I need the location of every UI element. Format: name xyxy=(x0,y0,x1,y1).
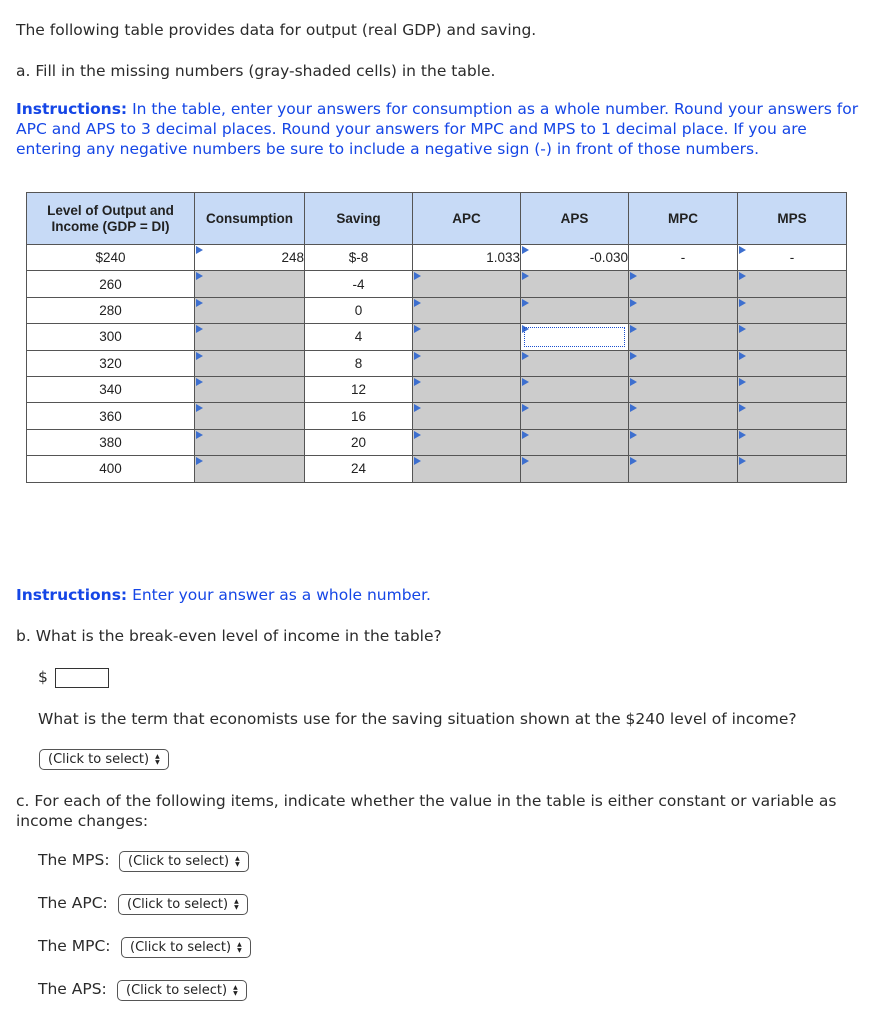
level-cell: 320 xyxy=(27,350,195,376)
table-row xyxy=(27,376,847,402)
apc-input[interactable] xyxy=(413,376,521,402)
mpc-input[interactable] xyxy=(629,376,738,402)
header-aps: APS xyxy=(521,193,629,245)
apc-input[interactable] xyxy=(413,456,521,482)
dollar-sign: $ xyxy=(38,668,48,686)
mpc-input[interactable] xyxy=(629,271,738,297)
focus-outline xyxy=(524,327,625,346)
select-arrows-icon: ▲ ▼ xyxy=(155,752,160,766)
mps-input[interactable] xyxy=(738,324,847,350)
mps-input[interactable] xyxy=(738,429,847,455)
aps-input[interactable] xyxy=(521,403,629,429)
saving-cell: -4 xyxy=(305,271,413,297)
aps-cell: -0.030 xyxy=(521,245,629,271)
consumption-input[interactable] xyxy=(195,350,305,376)
apc-input[interactable] xyxy=(413,297,521,323)
table-row xyxy=(27,297,847,323)
term-question: What is the term that economists use for the saving situation shown at the $240 level of income? xyxy=(38,710,797,728)
aps-label: The APS: xyxy=(38,980,107,998)
mpc-label: The MPC: xyxy=(38,937,111,955)
aps-input[interactable] xyxy=(521,456,629,482)
part-c-text: c. For each of the following items, indicate whether the value in the table is either constant or variable as income changes: xyxy=(16,792,837,830)
mpc-input[interactable] xyxy=(629,350,738,376)
mps-input[interactable] xyxy=(738,403,847,429)
mpc-input[interactable] xyxy=(629,403,738,429)
apc-input[interactable] xyxy=(413,403,521,429)
table-header-row xyxy=(27,193,847,245)
table-row xyxy=(27,429,847,455)
level-cell: 260 xyxy=(27,271,195,297)
saving-cell: 0 xyxy=(305,297,413,323)
part-b-text: b. What is the break-even level of income in the table? xyxy=(16,627,442,645)
aps-input[interactable] xyxy=(521,271,629,297)
level-cell: 300 xyxy=(27,324,195,350)
mpc-cell: - xyxy=(629,245,738,271)
instructions-a xyxy=(16,99,871,159)
mpc-input[interactable] xyxy=(629,429,738,455)
term-select[interactable]: (Click to select) ▲ ▼ xyxy=(39,749,169,770)
table-row xyxy=(27,245,847,271)
aps-input[interactable] xyxy=(521,350,629,376)
instructions-text: Enter your answer as a whole number. xyxy=(127,586,431,604)
select-arrows-icon: ▲ ▼ xyxy=(233,983,238,997)
saving-cell: 4 xyxy=(305,324,413,350)
aps-input-focused[interactable] xyxy=(521,324,629,350)
mps-cell: - xyxy=(738,245,847,271)
data-table xyxy=(26,192,847,483)
consumption-input[interactable] xyxy=(195,403,305,429)
saving-cell: 16 xyxy=(305,403,413,429)
level-cell: 380 xyxy=(27,429,195,455)
consumption-input[interactable] xyxy=(195,324,305,350)
table-row xyxy=(27,324,847,350)
aps-input[interactable] xyxy=(521,297,629,323)
mpc-input[interactable] xyxy=(629,324,738,350)
mps-label: The MPS: xyxy=(38,851,110,869)
select-arrows-icon: ▲ ▼ xyxy=(234,897,239,911)
consumption-input[interactable] xyxy=(195,456,305,482)
header-saving: Saving xyxy=(305,193,413,245)
mps-input[interactable] xyxy=(738,271,847,297)
instructions-text: In the table, enter your answers for consumption as a whole number. Round your answers for APC and APS to 3 decimal places. Round your answers for MPC and MPS to 1 decimal place. If you are entering any negative numbers be sure to include a negative sign (-) in front of those numbers. xyxy=(16,100,859,158)
apc-select[interactable]: (Click to select) ▲ ▼ xyxy=(118,894,248,915)
consumption-input[interactable] xyxy=(195,297,305,323)
mps-select[interactable]: (Click to select) ▲ ▼ xyxy=(119,851,249,872)
saving-cell: 24 xyxy=(305,456,413,482)
level-cell: 340 xyxy=(27,376,195,402)
table-row xyxy=(27,271,847,297)
break-even-input[interactable] xyxy=(55,668,109,688)
header-mpc: MPC xyxy=(629,193,738,245)
instructions-b xyxy=(16,585,871,605)
mps-input[interactable] xyxy=(738,350,847,376)
aps-select[interactable]: (Click to select) ▲ ▼ xyxy=(117,980,247,1001)
saving-cell: $-8 xyxy=(305,245,413,271)
intro-text: The following table provides data for output (real GDP) and saving. xyxy=(16,21,537,39)
select-arrows-icon: ▲ ▼ xyxy=(237,940,242,954)
mps-input[interactable] xyxy=(738,456,847,482)
instructions-label: Instructions: xyxy=(16,586,128,604)
header-mps: MPS xyxy=(738,193,847,245)
mpc-input[interactable] xyxy=(629,297,738,323)
part-a-text: a. Fill in the missing numbers (gray-shaded cells) in the table. xyxy=(16,62,496,80)
mps-input[interactable] xyxy=(738,297,847,323)
saving-cell: 12 xyxy=(305,376,413,402)
aps-input[interactable] xyxy=(521,376,629,402)
apc-input[interactable] xyxy=(413,350,521,376)
level-cell: 280 xyxy=(27,297,195,323)
consumption-input[interactable] xyxy=(195,271,305,297)
level-cell: 360 xyxy=(27,403,195,429)
mpc-select[interactable]: (Click to select) ▲ ▼ xyxy=(121,937,251,958)
level-cell: 400 xyxy=(27,456,195,482)
header-consumption: Consumption xyxy=(195,193,305,245)
table-row xyxy=(27,456,847,482)
header-apc: APC xyxy=(413,193,521,245)
mps-input[interactable] xyxy=(738,376,847,402)
instructions-label: Instructions: xyxy=(16,100,128,118)
apc-input[interactable] xyxy=(413,324,521,350)
table-row xyxy=(27,350,847,376)
apc-input[interactable] xyxy=(413,271,521,297)
apc-label: The APC: xyxy=(38,894,108,912)
consumption-input[interactable] xyxy=(195,376,305,402)
header-level: Level of Output and Income (GDP = DI) xyxy=(27,193,195,245)
saving-cell: 20 xyxy=(305,429,413,455)
table-row xyxy=(27,403,847,429)
level-cell: $240 xyxy=(27,245,195,271)
aps-input[interactable] xyxy=(521,429,629,455)
consumption-cell: 248 xyxy=(195,245,305,271)
mpc-input[interactable] xyxy=(629,456,738,482)
select-arrows-icon: ▲ ▼ xyxy=(235,854,240,868)
apc-cell: 1.033 xyxy=(413,245,521,271)
consumption-input[interactable] xyxy=(195,429,305,455)
apc-input[interactable] xyxy=(413,429,521,455)
saving-cell: 8 xyxy=(305,350,413,376)
